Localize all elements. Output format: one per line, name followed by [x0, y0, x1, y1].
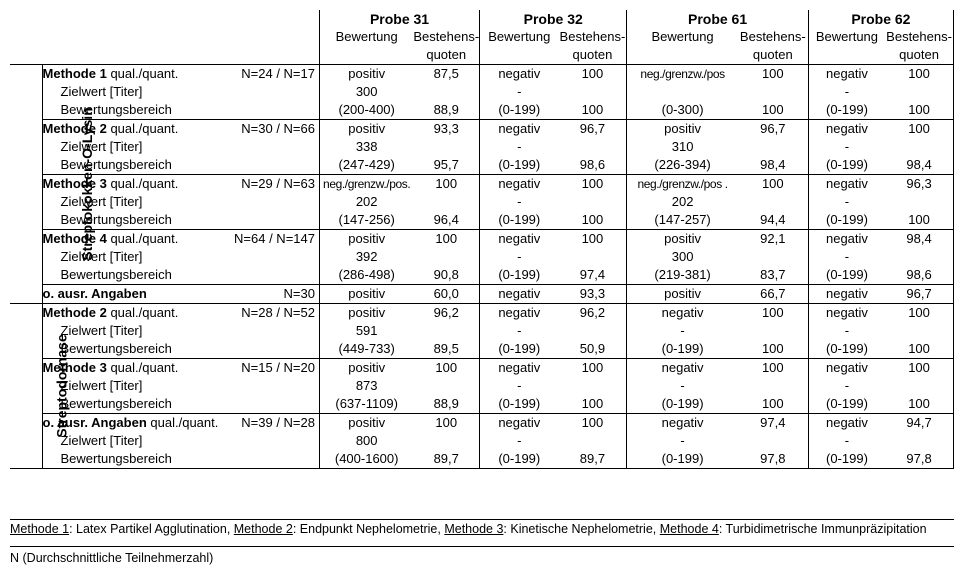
- legend-m4-label: Methode 4: [659, 522, 719, 536]
- bewertung-header: Bewertung: [488, 29, 551, 44]
- method-n: N=64 / N=147: [234, 231, 315, 246]
- method-qual: qual./quant.: [110, 360, 179, 375]
- bewertung-cell: -: [517, 84, 522, 99]
- bewertung-cell: neg./grenzw./pos.: [323, 177, 411, 191]
- quote-cell: 100: [738, 359, 808, 378]
- zielwert-label: Zielwert [Titer]: [60, 378, 143, 393]
- quote-cell: 100: [738, 395, 808, 414]
- quote-cell: 100: [413, 230, 479, 249]
- quote-cell: [559, 248, 627, 266]
- method-label-cell: [42, 377, 319, 395]
- bewertung-cell: negativ: [661, 360, 704, 375]
- data-row: [10, 175, 954, 194]
- bewertung-cell: -: [517, 378, 522, 393]
- data-row: [10, 65, 954, 84]
- quote-cell: 100: [738, 304, 808, 323]
- bestehens-header: Bestehens-: [413, 29, 480, 44]
- bewertung-cell: (400-1600): [319, 450, 413, 469]
- bewertung-cell: 873: [355, 378, 378, 393]
- bestehens-header: Bestehens-: [886, 29, 952, 44]
- quote-cell: [738, 248, 808, 266]
- legend-m4-text: : Turbidimetrische Immunpräzipitation: [718, 522, 927, 536]
- bewertung-cell: positiv: [664, 231, 702, 246]
- zielwert-label: Zielwert [Titer]: [60, 194, 143, 209]
- quote-cell: [738, 322, 808, 340]
- bewertung-cell: positiv: [348, 231, 386, 246]
- quote-cell: 100: [738, 340, 808, 359]
- bewertung-cell: neg./grenzw./pos: [640, 67, 725, 81]
- quote-cell: 50,9: [559, 340, 627, 359]
- zielwert-label: Zielwert [Titer]: [60, 323, 143, 338]
- bewertung-cell: -: [844, 139, 850, 154]
- quote-cell: 100: [885, 65, 953, 84]
- group-label-text: Streptodornase: [53, 333, 70, 438]
- bewertung-cell: -: [517, 194, 522, 209]
- bewertung-cell: negativ: [498, 121, 541, 136]
- bewertung-cell: -: [680, 323, 685, 338]
- method-label-cell: [42, 304, 319, 323]
- bewertung-cell: positiv: [348, 415, 386, 430]
- quoten-header: quoten: [559, 46, 627, 65]
- summary-row: [10, 285, 954, 304]
- quote-cell: 100: [885, 395, 953, 414]
- method-n: N=39 / N=28: [241, 415, 315, 430]
- method-qual: qual./quant.: [110, 121, 179, 136]
- method-label-cell: [42, 414, 319, 433]
- method-name: Methode 3: [42, 360, 107, 375]
- quote-cell: 100: [738, 101, 808, 120]
- quote-cell: 100: [885, 120, 953, 139]
- quote-cell: [559, 322, 627, 340]
- quote-cell: 100: [885, 101, 953, 120]
- quote-cell: 97,8: [885, 450, 953, 469]
- method-label-cell: [42, 266, 319, 285]
- data-row: [10, 340, 954, 359]
- bewertung-header: Bewertung: [651, 29, 714, 44]
- quote-cell: 92,1: [738, 230, 808, 249]
- bewertung-cell: (0-199): [480, 211, 559, 230]
- bewertung-cell: (219-381): [627, 266, 738, 285]
- data-row: [10, 248, 954, 266]
- quote-cell: [413, 193, 479, 211]
- method-name: Methode 3: [42, 176, 107, 191]
- data-row: [10, 359, 954, 378]
- bewertung-cell: negativ: [808, 285, 885, 304]
- quote-cell: 100: [559, 211, 627, 230]
- quote-cell: 93,3: [559, 285, 627, 304]
- quote-cell: 88,9: [413, 395, 479, 414]
- quote-cell: 100: [413, 414, 479, 433]
- bereich-label: Bewertungsbereich: [60, 396, 172, 411]
- quote-cell: [738, 138, 808, 156]
- quote-cell: 100: [559, 175, 627, 194]
- data-row: [10, 432, 954, 450]
- bewertung-cell: positiv: [627, 285, 738, 304]
- zielwert-label: Zielwert [Titer]: [60, 433, 143, 448]
- method-name: Methode 4: [42, 231, 107, 246]
- quote-cell: 100: [738, 65, 808, 84]
- quote-cell: 100: [413, 359, 479, 378]
- quote-cell: [885, 322, 953, 340]
- header-row-cols: [10, 28, 954, 46]
- quote-cell: 98,4: [738, 156, 808, 175]
- bewertung-header: Bewertung: [815, 29, 879, 44]
- quote-cell: 100: [738, 175, 808, 194]
- quote-cell: 100: [885, 340, 953, 359]
- bewertung-cell: positiv: [348, 66, 386, 81]
- probe-header: Probe 32: [480, 10, 627, 28]
- bewertung-cell: negativ: [825, 305, 868, 320]
- method-name: o. ausr. Angaben: [42, 415, 147, 430]
- data-row: [10, 304, 954, 323]
- bewertung-cell: 202: [671, 194, 694, 209]
- bewertung-cell: (0-199): [480, 266, 559, 285]
- method-n: N=24 / N=17: [241, 66, 315, 81]
- bestehens-header: Bestehens-: [738, 28, 808, 46]
- bewertung-cell: (226-394): [627, 156, 738, 175]
- data-row: [10, 395, 954, 414]
- probe-header: Probe 62: [808, 10, 953, 28]
- quote-cell: 100: [885, 211, 953, 230]
- quote-cell: [559, 138, 627, 156]
- method-n: N=30 / N=66: [241, 121, 315, 136]
- bewertung-cell: negativ: [825, 360, 868, 375]
- data-row: [10, 101, 954, 120]
- quote-cell: 100: [413, 175, 479, 194]
- quote-cell: 94,7: [885, 414, 953, 433]
- data-row: [10, 156, 954, 175]
- method-qual: qual./quant.: [110, 176, 179, 191]
- quote-cell: 96,7: [885, 285, 953, 304]
- quote-cell: 100: [559, 101, 627, 120]
- quote-cell: 100: [559, 395, 627, 414]
- bewertung-cell: (0-199): [627, 395, 738, 414]
- bewertung-cell: (247-429): [319, 156, 413, 175]
- data-row: [10, 322, 954, 340]
- bewertung-cell: neg./grenzw./pos .: [637, 177, 728, 191]
- bewertung-cell: 202: [355, 194, 378, 209]
- method-n: N=29 / N=63: [241, 176, 315, 191]
- bewertung-cell: negativ: [661, 415, 704, 430]
- header-row-probes: [10, 10, 954, 28]
- probe-header: Probe 31: [319, 10, 479, 28]
- probe-header: Probe 61: [627, 10, 808, 28]
- quote-cell: [559, 432, 627, 450]
- bewertung-cell: 338: [355, 139, 378, 154]
- quote-cell: 100: [559, 414, 627, 433]
- bereich-label: Bewertungsbereich: [60, 341, 172, 356]
- bewertung-cell: (637-1109): [319, 395, 413, 414]
- method-label-cell: [42, 65, 319, 84]
- quote-cell: [885, 193, 953, 211]
- summary-n: N=30: [283, 286, 315, 301]
- quote-cell: 96,3: [885, 175, 953, 194]
- method-legend: [10, 522, 954, 536]
- quote-cell: 89,5: [413, 340, 479, 359]
- method-qual: qual./quant.: [110, 231, 179, 246]
- method-qual: qual./quant.: [150, 415, 219, 430]
- quote-cell: 83,7: [738, 266, 808, 285]
- bewertung-cell: (0-199): [480, 395, 559, 414]
- bewertung-cell: 310: [671, 139, 694, 154]
- quote-cell: 96,2: [559, 304, 627, 323]
- quote-cell: [738, 432, 808, 450]
- bewertung-cell: negativ: [498, 176, 541, 191]
- bewertung-cell: positiv: [319, 285, 413, 304]
- quote-cell: [559, 83, 627, 101]
- legend-m1-text: : Latex Partikel Agglutination,: [69, 522, 234, 536]
- quoten-header: quoten: [413, 46, 479, 65]
- quote-cell: [413, 322, 479, 340]
- quote-cell: [413, 83, 479, 101]
- data-row: [10, 377, 954, 395]
- bewertung-cell: (200-400): [319, 101, 413, 120]
- quoten-header: quoten: [738, 46, 808, 65]
- method-qual: qual./quant.: [110, 305, 179, 320]
- quote-cell: [559, 193, 627, 211]
- legend-m3-label: Methode 3: [444, 522, 504, 536]
- summary-label-cell: [42, 285, 319, 304]
- bewertung-cell: (449-733): [319, 340, 413, 359]
- quote-cell: 96,7: [738, 120, 808, 139]
- bestehens-header: Bestehens-: [559, 29, 626, 44]
- footer-rule-bottom: [10, 546, 954, 547]
- quote-cell: [885, 138, 953, 156]
- footer-rule-top: [10, 519, 954, 520]
- bewertung-cell: negativ: [825, 415, 868, 430]
- method-name: Methode 2: [42, 305, 107, 320]
- bewertung-cell: -: [680, 378, 685, 393]
- bewertung-cell: -: [517, 433, 522, 448]
- bewertung-cell: negativ: [498, 305, 541, 320]
- bewertung-cell: -: [844, 433, 850, 448]
- data-row: [10, 193, 954, 211]
- bewertung-cell: negativ: [825, 176, 868, 191]
- bewertung-cell: (0-199): [480, 450, 559, 469]
- bewertung-cell: negativ: [498, 415, 541, 430]
- bewertung-cell: 392: [355, 249, 378, 264]
- data-row: [10, 450, 954, 469]
- group-label: [10, 304, 70, 469]
- zielwert-label: Zielwert [Titer]: [60, 139, 143, 154]
- quote-cell: 98,6: [885, 266, 953, 285]
- quote-cell: 93,3: [413, 120, 479, 139]
- bewertung-cell: 800: [355, 433, 378, 448]
- bewertung-cell: (0-199): [808, 450, 885, 469]
- quote-cell: 100: [559, 230, 627, 249]
- quote-cell: 60,0: [413, 285, 479, 304]
- data-row: [10, 414, 954, 433]
- group-label-text: Streptokokken-O-Lysin: [78, 106, 95, 261]
- method-label-cell: [42, 432, 319, 450]
- bereich-label: Bewertungsbereich: [60, 212, 172, 227]
- bewertung-cell: 591: [355, 323, 378, 338]
- data-row: [10, 211, 954, 230]
- quote-cell: 89,7: [559, 450, 627, 469]
- bewertung-cell: negativ: [661, 305, 704, 320]
- bewertung-cell: (0-199): [480, 340, 559, 359]
- quote-cell: [738, 193, 808, 211]
- quote-cell: [413, 432, 479, 450]
- summary-name: o. ausr. Angaben: [42, 286, 147, 301]
- quote-cell: 95,7: [413, 156, 479, 175]
- bewertung-cell: (147-256): [319, 211, 413, 230]
- zielwert-label: Zielwert [Titer]: [60, 84, 143, 99]
- n-note: N (Durchschnittliche Teilnehmerzahl): [10, 551, 214, 565]
- bewertung-cell: -: [844, 84, 850, 99]
- bewertung-cell: positiv: [348, 360, 386, 375]
- quote-cell: [885, 377, 953, 395]
- bewertung-cell: (286-498): [319, 266, 413, 285]
- bewertung-cell: (0-300): [627, 101, 738, 120]
- quote-cell: [559, 377, 627, 395]
- method-n: N=15 / N=20: [241, 360, 315, 375]
- bewertung-cell: 300: [355, 84, 378, 99]
- bewertung-cell: -: [680, 433, 685, 448]
- method-name: Methode 2: [42, 121, 107, 136]
- quote-cell: 94,4: [738, 211, 808, 230]
- bereich-label: Bewertungsbereich: [60, 451, 172, 466]
- bewertung-cell: negativ: [498, 66, 541, 81]
- quote-cell: 97,4: [559, 266, 627, 285]
- legend-m3-text: : Kinetische Nephelometrie,: [503, 522, 660, 536]
- quote-cell: [413, 248, 479, 266]
- bewertung-header: Bewertung: [335, 29, 398, 44]
- quote-cell: 96,7: [559, 120, 627, 139]
- bewertung-cell: negativ: [480, 285, 559, 304]
- bewertung-cell: (0-199): [808, 266, 885, 285]
- quote-cell: [413, 138, 479, 156]
- data-row: [10, 83, 954, 101]
- bewertung-cell: -: [844, 249, 850, 264]
- method-label-cell: [42, 450, 319, 469]
- bewertung-cell: positiv: [348, 121, 386, 136]
- bewertung-cell: negativ: [498, 360, 541, 375]
- bereich-label: Bewertungsbereich: [60, 157, 172, 172]
- bewertung-cell: (0-199): [627, 450, 738, 469]
- bewertung-cell: [627, 83, 738, 101]
- zielwert-label: Zielwert [Titer]: [60, 249, 143, 264]
- bewertung-cell: -: [517, 139, 522, 154]
- bewertung-cell: (0-199): [480, 101, 559, 120]
- quote-cell: 66,7: [738, 285, 808, 304]
- quote-cell: [885, 248, 953, 266]
- bewertung-cell: 300: [671, 249, 694, 264]
- quote-cell: 87,5: [413, 65, 479, 84]
- bewertung-cell: (0-199): [808, 211, 885, 230]
- quote-cell: [885, 432, 953, 450]
- bereich-label: Bewertungsbereich: [60, 102, 172, 117]
- quote-cell: [885, 83, 953, 101]
- header-row-cols2: [10, 46, 954, 65]
- bewertung-cell: -: [844, 194, 850, 209]
- quote-cell: [738, 377, 808, 395]
- data-row: [10, 120, 954, 139]
- bewertung-cell: negativ: [825, 66, 868, 81]
- data-row: [10, 230, 954, 249]
- legend-m2-label: Methode 2: [233, 522, 293, 536]
- quote-cell: 96,2: [413, 304, 479, 323]
- quote-cell: 100: [885, 304, 953, 323]
- bewertung-cell: (0-199): [808, 156, 885, 175]
- method-label-cell: [42, 83, 319, 101]
- bewertung-cell: (0-199): [480, 156, 559, 175]
- method-label-cell: [42, 359, 319, 378]
- data-row: [10, 266, 954, 285]
- quote-cell: 98,4: [885, 156, 953, 175]
- legend-m2-text: : Endpunkt Nephelometrie,: [292, 522, 445, 536]
- bewertung-cell: (0-199): [808, 101, 885, 120]
- quote-cell: 97,8: [738, 450, 808, 469]
- quote-cell: [738, 83, 808, 101]
- quote-cell: 97,4: [738, 414, 808, 433]
- method-label-cell: [42, 340, 319, 359]
- quote-cell: [413, 377, 479, 395]
- bewertung-cell: (0-199): [808, 340, 885, 359]
- quote-cell: 89,7: [413, 450, 479, 469]
- method-qual: qual./quant.: [110, 66, 179, 81]
- bewertung-cell: negativ: [825, 121, 868, 136]
- bewertung-cell: (0-199): [627, 340, 738, 359]
- quote-cell: 88,9: [413, 101, 479, 120]
- quote-cell: 96,4: [413, 211, 479, 230]
- bewertung-cell: (0-199): [808, 395, 885, 414]
- legend-m1-label: Methode 1: [10, 522, 70, 536]
- bewertung-cell: negativ: [825, 231, 868, 246]
- results-table: [10, 10, 954, 469]
- method-n: N=28 / N=52: [241, 305, 315, 320]
- bewertung-cell: -: [844, 323, 850, 338]
- bereich-label: Bewertungsbereich: [60, 267, 172, 282]
- method-label-cell: [42, 395, 319, 414]
- bewertung-cell: -: [517, 249, 522, 264]
- bewertung-cell: -: [517, 323, 522, 338]
- method-label-cell: [42, 322, 319, 340]
- method-name: Methode 1: [42, 66, 107, 81]
- quote-cell: 90,8: [413, 266, 479, 285]
- quote-cell: 100: [559, 359, 627, 378]
- bewertung-cell: positiv: [348, 305, 386, 320]
- bewertung-cell: positiv: [664, 121, 702, 136]
- data-row: [10, 138, 954, 156]
- bewertung-cell: -: [844, 378, 850, 393]
- bewertung-cell: (147-257): [627, 211, 738, 230]
- quote-cell: 98,6: [559, 156, 627, 175]
- quote-cell: 98,4: [885, 230, 953, 249]
- bewertung-cell: negativ: [498, 231, 541, 246]
- quote-cell: 100: [885, 359, 953, 378]
- quoten-header: quoten: [885, 46, 953, 65]
- quote-cell: 100: [559, 65, 627, 84]
